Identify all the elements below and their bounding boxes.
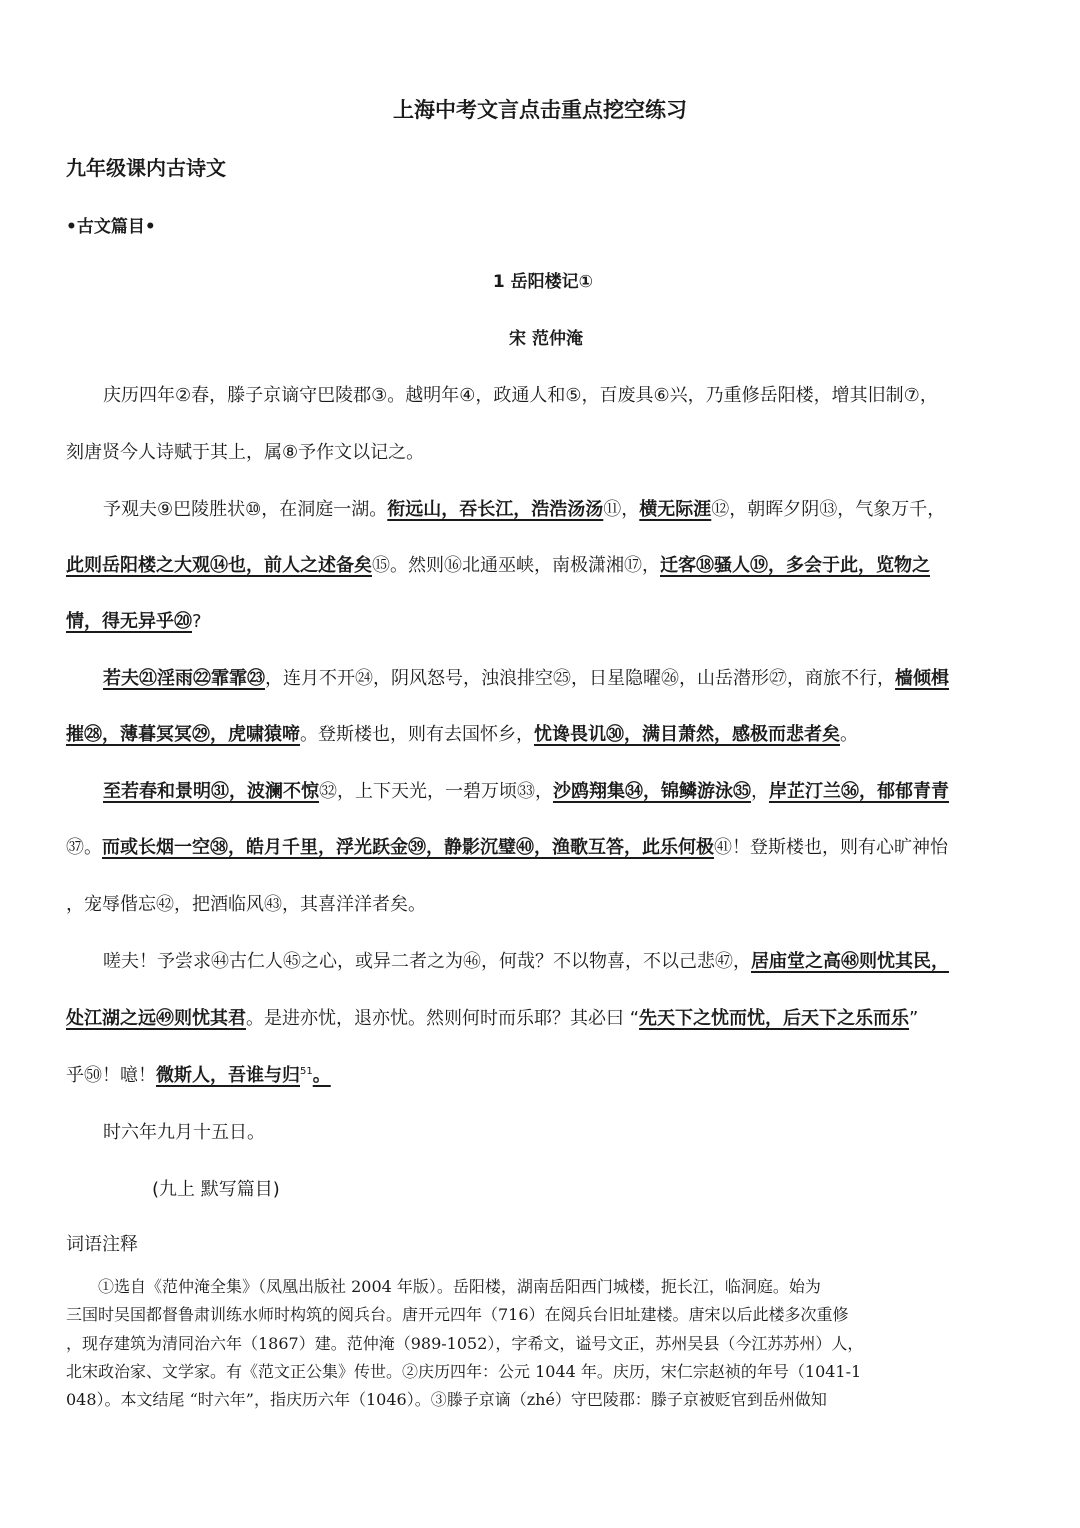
text-line xyxy=(66,607,1016,633)
key-phrase: 摧㉘，薄暮冥冥㉙，虎啸猿啼 xyxy=(66,724,300,745)
text-run: 刻唐贤今人诗赋于其上，属⑧予作文以记之。 xyxy=(66,442,425,463)
text-line xyxy=(103,777,1016,803)
notes-heading: 词语注释 xyxy=(66,1234,138,1255)
key-phrase: 而或长烟一空㊳，皓月千里，浮光跃金㊴，静影沉璧㊵，渔歌互答，此乐何极 xyxy=(102,837,714,858)
source-note: (九上 默写篇目) xyxy=(152,1179,280,1200)
key-phrase: 居庙堂之高㊽则忧其民， xyxy=(751,951,949,972)
text-line xyxy=(152,1175,1080,1201)
text-run: ” xyxy=(909,1008,919,1029)
footnote-marker: 51 xyxy=(300,1066,313,1077)
text-line xyxy=(103,381,1016,407)
text-line xyxy=(103,664,1016,690)
key-phrase: 先天下之忧而忧，后天下之乐而乐 xyxy=(639,1008,910,1029)
key-phrase: 微斯人，吾谁与归 xyxy=(156,1065,300,1086)
key-phrase: 情，得无异乎⑳ xyxy=(66,611,192,632)
text-line xyxy=(103,1118,1016,1144)
note-line: 048）。本文结尾 “时六年”，指庆历六年（1046）。③滕子京谪（zhé）守巴陵郡：滕子京被贬官到岳州做知 xyxy=(66,1390,827,1409)
text-run: ㉜，上下天光，一碧万顷㉝， xyxy=(319,781,553,802)
key-phrase: 岸芷汀兰㊱，郁郁青青 xyxy=(769,781,949,802)
key-phrase: 此则岳阳楼之大观⑭也，前人之述备矣 xyxy=(66,555,372,576)
text-run: ? xyxy=(192,611,202,632)
key-phrase: 忧谗畏讥㉚，满目萧然，感极而悲者矣 xyxy=(534,724,840,745)
text-run: ，宠辱偕忘㊷，把酒临风㊸，其喜洋洋者矣。 xyxy=(66,894,426,915)
date-line: 时六年九月十五日。 xyxy=(103,1122,265,1143)
text-run: 庆历四年②春，滕子京谪守巴陵郡③。越明年④，政通人和⑤，百废具⑥兴，乃重修岳阳楼，增其旧制⑦， xyxy=(103,385,938,406)
key-phrase: 处江湖之远㊾则忧其君 xyxy=(66,1008,246,1029)
text-line xyxy=(66,890,1016,916)
text-run: ㊶！登斯楼也，则有心旷神怡 xyxy=(714,837,948,858)
subsection-heading: •古文篇目• xyxy=(66,217,156,237)
text-run: ⑪， xyxy=(603,499,640,520)
text-run: ⑮。然则⑯北通巫峡，南极潇湘⑰， xyxy=(372,555,660,576)
text-line xyxy=(66,1004,1016,1030)
text-line xyxy=(66,551,1016,577)
text-line xyxy=(103,947,1016,973)
text-line xyxy=(66,833,1016,859)
note-line: ，现存建筑为清同治六年（1867）建。范仲淹（989-1052），字希文，谥号文正，苏州吴县（今江苏苏州）人， xyxy=(66,1334,864,1353)
key-phrase: 若夫㉑淫雨㉒霏霏㉓ xyxy=(103,668,265,689)
text-run: ， xyxy=(751,781,769,802)
text-run: 。 xyxy=(840,724,858,745)
key-phrase: 樯倾楫 xyxy=(895,668,949,689)
key-phrase: 迁客⑱骚人⑲，多会于此，览物之 xyxy=(660,555,930,576)
text-run: ⑫，朝晖夕阴⑬，气象万千， xyxy=(711,499,946,520)
text-line xyxy=(66,438,1016,464)
text-run: ，连月不开㉔，阴风怒号，浊浪排空㉕，日星隐曜㉖，山岳潜形㉗，商旅不行， xyxy=(265,668,895,689)
text-run: 乎㊿！噫！ xyxy=(66,1065,156,1086)
lesson-author: 宋 范仲淹 xyxy=(509,329,583,349)
key-phrase: 至若春和景明㉛，波澜不惊 xyxy=(103,781,319,802)
note-line: ①选自《范仲淹全集》（凤凰出版社 2004 年版）。岳阳楼，湖南岳阳西门城楼，扼长江，临洞庭。始为 xyxy=(98,1277,821,1296)
text-run: 嗟夫！予尝求㊹古仁人㊺之心，或异二者之为㊻，何哉？不以物喜，不以己悲㊼， xyxy=(103,951,751,972)
text-run: 。是进亦忧，退亦忧。然则何时而乐耶？其必曰 “ xyxy=(246,1008,640,1029)
document-title: 上海中考文言点击重点挖空练习 xyxy=(393,98,687,122)
text-run: 予观夫⑨巴陵胜状⑩，在洞庭一湖。 xyxy=(103,499,388,520)
lesson-title: 1 岳阳楼记① xyxy=(492,272,594,292)
note-line: 北宋政治家、文学家。有《范文正公集》传世。②庆历四年：公元 1044 年。庆历，宋仁宗赵祯的年号（1041-1 xyxy=(66,1362,862,1381)
text-line xyxy=(66,1061,1016,1087)
text-line xyxy=(103,495,1016,521)
note-line: 三国时吴国都督鲁肃训练水师时构筑的阅兵台。唐开元四年（716）在阅兵台旧址建楼。唐宋以后此楼多次重修 xyxy=(66,1305,849,1324)
text-run: 。登斯楼也，则有去国怀乡， xyxy=(300,724,534,745)
key-phrase: 。 xyxy=(312,1065,331,1086)
key-phrase: 沙鸥翔集㉞，锦鳞游泳㉟ xyxy=(553,781,751,802)
text-line xyxy=(66,720,1016,746)
key-phrase: 横无际涯 xyxy=(639,499,712,520)
text-run: ㊲。 xyxy=(66,837,102,858)
key-phrase: 衔远山，吞长江，浩浩汤汤 xyxy=(387,499,604,520)
section-heading: 九年级课内古诗文 xyxy=(66,156,226,180)
